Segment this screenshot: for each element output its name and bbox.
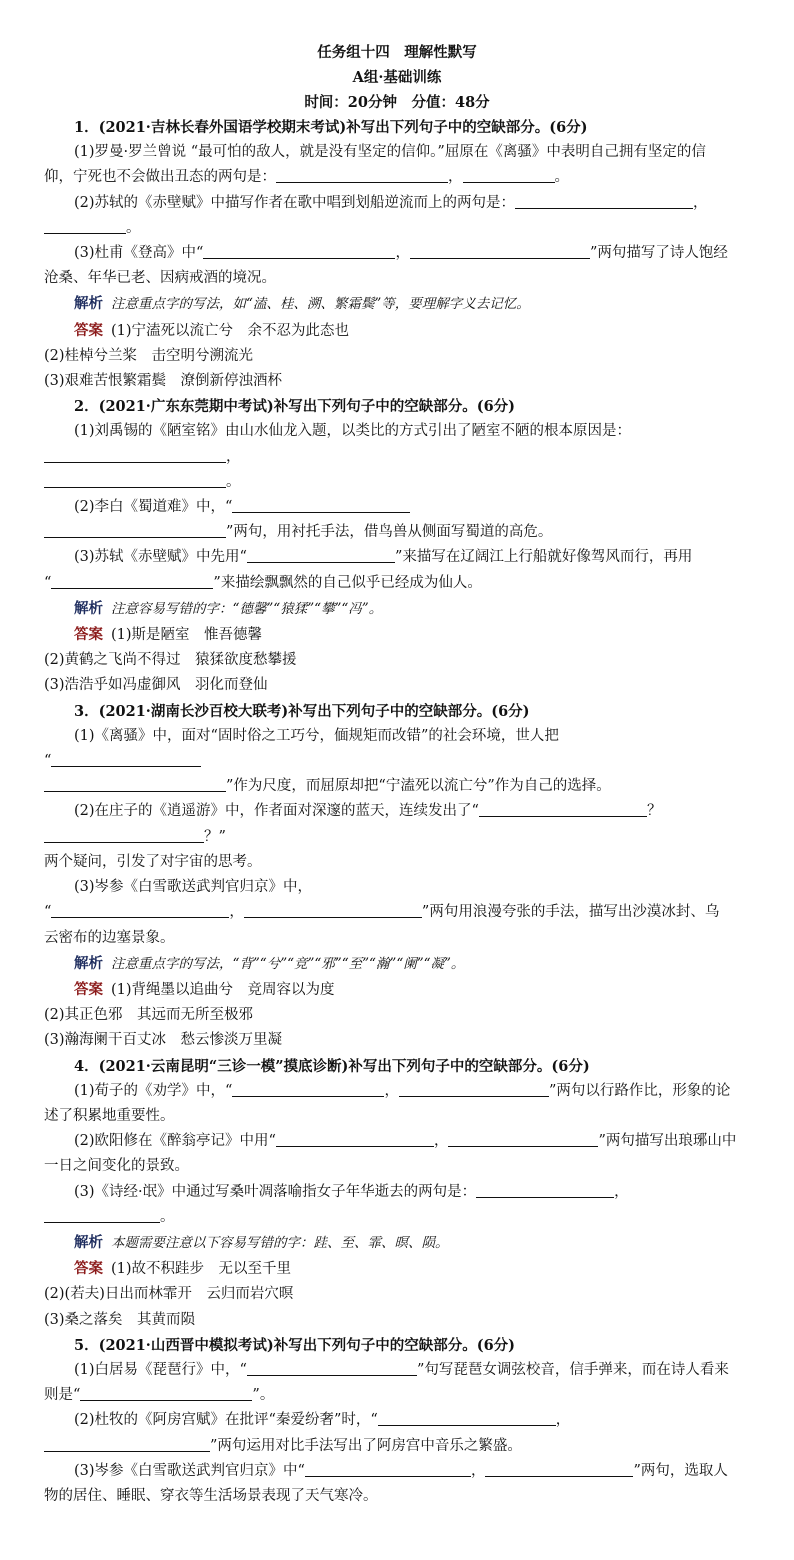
answer-blank[interactable]: [51, 751, 201, 767]
q1-part1-line1: (1)罗曼·罗兰曾说 “最可怕的敌人，就是没有坚定的信仰。”屈原在《离骚》中表明自己拥有坚定的信: [74, 144, 706, 161]
time-score-line: 时间：20分钟 分值：48分: [304, 94, 490, 111]
answer-blank[interactable]: [448, 1131, 598, 1147]
q3-part3-line3: 云密布的边塞景象。: [44, 929, 175, 946]
answer-blank[interactable]: [232, 497, 410, 513]
q1-part2-line1: (2)苏轼的《赤壁赋》中描写作者在歌中唱到划船逆流而上的两句是： ，: [74, 194, 708, 211]
q5-part2-line2: ”两句运用对比手法写出了阿房宫中音乐之繁盛。: [44, 1434, 750, 1459]
q4-part1-line2: 述了积累地重要性。: [44, 1107, 175, 1124]
q2-part1-line1: (1)刘禹锡的《陋室铭》由山水仙龙入题，以类比的方式引出了陋室不陋的根本原因是：: [74, 423, 632, 440]
q4-part2-line1: (2)欧阳修在《醉翁亭记》中用“ ， ”两句描写出琅琊山中: [74, 1133, 737, 1150]
answer-label: 答案: [74, 1260, 103, 1278]
answer-blank[interactable]: [232, 1081, 384, 1097]
answer-blank[interactable]: [44, 1436, 210, 1452]
q1-part3-line1: (3)杜甫《登高》中“ ， ”两句描写了诗人饱经: [74, 245, 728, 262]
q4-part2-line2: 一日之间变化的景致。: [44, 1158, 189, 1175]
analysis-label: 解析: [74, 954, 103, 972]
answer-label: 答案: [74, 626, 103, 644]
q1-answer-2: (2)桂棹兮兰桨 击空明兮溯流光: [44, 347, 254, 364]
q3-answer: 答案 (1)背绳墨以追曲兮 竞周容以为度: [74, 980, 335, 998]
q1-part1-line2: 仰，宁死也不会做出丑态的两句是： ， 。: [44, 169, 569, 186]
answer-blank[interactable]: [44, 447, 226, 463]
q3-part3-line1: (3)岑参《白雪歌送武判官归京》中，: [74, 879, 313, 896]
answer-blank[interactable]: [44, 522, 226, 538]
answer-blank[interactable]: [276, 1131, 434, 1147]
answer-blank[interactable]: [463, 167, 555, 183]
q3-analysis: 解析 注意重点字的写法，“背”“兮”“竞”“邪”“至”“瀚”“阑”“凝”。: [74, 954, 465, 972]
q2-part3-line1: (3)苏轼《赤壁赋》中先用“ ”来描写在辽阔江上行船就好像驾风而行，再用: [74, 549, 693, 566]
answer-blank[interactable]: [51, 902, 229, 918]
q2-analysis: 解析 注意容易写错的字：“德馨”“猿猱”“攀”“冯”。: [74, 599, 383, 617]
answer-blank[interactable]: [276, 167, 448, 183]
q2-answer: 答案 (1)斯是陋室 惟吾德馨: [74, 626, 263, 644]
analysis-label: 解析: [74, 599, 103, 617]
q2-part1-line2: ，: [44, 445, 750, 470]
question-5-heading: 5．(2021·山西晋中模拟考试)补写出下列句子中的空缺部分。(6分): [74, 1336, 516, 1354]
q4-part3-line2: 。: [44, 1205, 750, 1230]
q4-answer-2: (2)(若夫)日出而林霏开 云归而岩穴暝: [44, 1286, 294, 1303]
q3-part1-line2: “: [44, 749, 750, 774]
q1-part2-line2: 。: [44, 216, 750, 241]
q2-part3-line2: “ ”来描绘飘飘然的自己似乎已经成为仙人。: [44, 574, 482, 591]
answer-blank[interactable]: [44, 827, 204, 843]
answer-blank[interactable]: [80, 1385, 252, 1401]
question-1-heading: 1．(2021·吉林长春外国语学校期末考试)补写出下列句子中的空缺部分。(6分): [74, 119, 588, 136]
answer-label: 答案: [74, 321, 103, 339]
q4-answer: 答案 (1)故不积跬步 无以至千里: [74, 1260, 292, 1278]
q2-part2-line2: ”两句，用衬托手法，借鸟兽从侧面写蜀道的高危。: [44, 520, 750, 545]
q3-part2-line2: ？”: [44, 825, 750, 850]
q3-part2-line3: 两个疑问，引发了对宇宙的思考。: [44, 853, 262, 870]
answer-blank[interactable]: [305, 1461, 471, 1477]
answer-blank[interactable]: [44, 776, 226, 792]
answer-blank[interactable]: [51, 573, 213, 589]
q3-part1-line1: (1)《离骚》中，面对“固时俗之工巧兮，偭规矩而改错”的社会环境，世人把: [74, 727, 559, 744]
q5-part1-line1: (1)白居易《琵琶行》中，“ ”句写琵琶女调弦校音，信手弹来，而在诗人看来: [74, 1361, 729, 1378]
question-2-heading: 2．(2021·广东东莞期中考试)补写出下列句子中的空缺部分。(6分): [74, 398, 516, 416]
q2-answer-3: (3)浩浩乎如冯虚御风 羽化而登仙: [44, 677, 268, 694]
answer-blank[interactable]: [410, 243, 590, 259]
q4-analysis: 解析 本题需要注意以下容易写错的字：跬、至、霏、暝、陨。: [74, 1233, 449, 1251]
analysis-label: 解析: [74, 295, 103, 313]
answer-blank[interactable]: [247, 547, 395, 563]
q4-part3-line1: (3)《诗经·氓》中通过写桑叶凋落喻指女子年华逝去的两句是： ，: [74, 1183, 629, 1200]
q2-part2-line1: (2)李白《蜀道难》中，“: [44, 495, 750, 520]
q1-answer: 答案 (1)宁溘死以流亡兮 余不忍为此态也: [74, 321, 350, 339]
answer-blank[interactable]: [44, 1207, 160, 1223]
answer-blank[interactable]: [476, 1182, 614, 1198]
answer-blank[interactable]: [203, 243, 395, 259]
analysis-label: 解析: [74, 1233, 103, 1251]
answer-blank[interactable]: [515, 193, 693, 209]
q3-part2-line1: (2)在庄子的《逍遥游》中，作者面对深邃的蓝天，连续发出了“ ？: [74, 803, 662, 820]
q3-part3-line2: “ ， ”两句用浪漫夸张的手法，描写出沙漠冰封、乌: [44, 904, 720, 921]
q3-answer-3: (3)瀚海阑干百丈冰 愁云惨淡万里凝: [44, 1032, 283, 1049]
q3-part1-line3: ”作为尺度，而屈原却把“宁溘死以流亡兮”作为自己的选择。: [44, 774, 750, 799]
answer-blank[interactable]: [479, 801, 647, 817]
q5-part1-line2: 则是“ ”。: [44, 1387, 275, 1404]
q4-answer-3: (3)桑之落矣 其黄而陨: [44, 1311, 196, 1328]
q5-part3-line1: (3)岑参《白雪歌送武判官归京》中“ ， ”两句，选取人: [74, 1462, 728, 1479]
answer-blank[interactable]: [378, 1410, 556, 1426]
q2-part1-line3: 。: [44, 470, 750, 495]
q4-part1-line1: (1)荀子的《劝学》中，“ ， ”两句以行路作比，形象的论: [74, 1082, 731, 1099]
q1-answer-3: (3)艰难苦恨繁霜鬓 潦倒新停浊酒杯: [44, 373, 283, 390]
page-title: 任务组十四 理解性默写: [317, 44, 477, 61]
question-3-heading: 3．(2021·湖南长沙百校大联考)补写出下列句子中的空缺部分。(6分): [74, 702, 530, 720]
answer-blank[interactable]: [44, 218, 126, 234]
q3-answer-2: (2)其正色邪 其远而无所至极邪: [44, 1007, 254, 1024]
page-subtitle: A组·基础训练: [352, 69, 442, 86]
q1-part3-line2: 沧桑、年华已老、因病戒酒的境况。: [44, 270, 276, 287]
q1-analysis: 解析 注意重点字的写法，如“溘、桂、溯、繁霜鬓”等，要理解字义去记忆。: [74, 295, 530, 313]
answer-blank[interactable]: [247, 1360, 417, 1376]
answer-blank[interactable]: [44, 472, 226, 488]
answer-blank[interactable]: [244, 902, 422, 918]
q5-part2-line1: (2)杜牧的《阿房宫赋》在批评“秦爱纷奢”时，“ ，: [74, 1412, 571, 1429]
answer-blank[interactable]: [399, 1081, 549, 1097]
answer-label: 答案: [74, 980, 103, 998]
q2-answer-2: (2)黄鹤之飞尚不得过 猿猱欲度愁攀援: [44, 652, 297, 669]
answer-blank[interactable]: [485, 1461, 633, 1477]
q5-part3-line2: 物的居住、睡眠、穿衣等生活场景表现了天气寒冷。: [44, 1487, 378, 1504]
question-4-heading: 4．(2021·云南昆明“三诊一模”摸底诊断)补写出下列句子中的空缺部分。(6分): [74, 1057, 590, 1075]
